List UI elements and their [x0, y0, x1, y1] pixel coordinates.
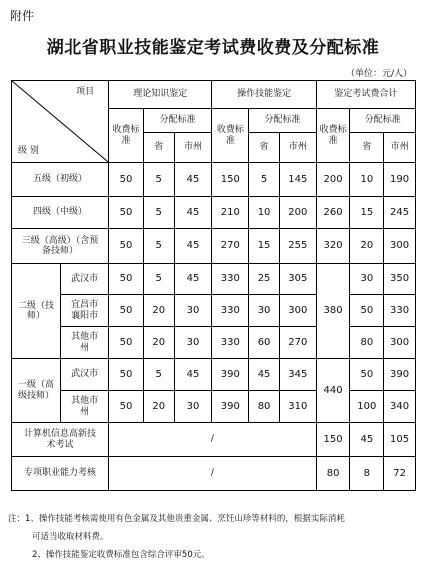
table-row	[12, 163, 416, 197]
value-cell: 20	[350, 229, 384, 264]
fee-table	[11, 80, 416, 491]
value-cell: 200	[316, 163, 350, 197]
value-cell: 5	[143, 197, 174, 229]
value-cell: 200	[279, 197, 316, 229]
group-header-theory: 理论知识鉴定	[109, 81, 212, 109]
value-cell: 150	[316, 423, 350, 457]
table-row	[12, 457, 416, 491]
value-cell: 30	[174, 391, 212, 423]
value-cell: 300	[384, 229, 416, 264]
value-cell: 45	[174, 163, 212, 197]
value-cell: 390	[212, 359, 249, 391]
value-cell: 10	[350, 163, 384, 197]
value-cell: 340	[384, 391, 416, 423]
value-cell: 330	[212, 295, 249, 327]
value-cell: 390	[212, 391, 249, 423]
value-cell: 30	[174, 295, 212, 327]
value-cell: 145	[279, 163, 316, 197]
unit-label: （单位：元/人）	[345, 69, 412, 79]
level-cell: 三级（高级）（含预备技师）	[12, 229, 109, 264]
not-applicable-cell: /	[109, 457, 317, 491]
value-cell: 20	[143, 327, 174, 359]
allocation-header: 分配标准	[249, 109, 317, 133]
value-cell: 320	[316, 229, 350, 264]
value-cell: 255	[279, 229, 316, 264]
table-row	[12, 229, 416, 264]
value-cell: 50	[109, 391, 144, 423]
city-cell: 武汉市	[61, 359, 109, 391]
value-cell: 390	[384, 359, 416, 391]
value-cell: 245	[384, 197, 416, 229]
value-cell: 30	[350, 264, 384, 295]
page-title: 湖北省职业技能鉴定考试费收费及分配标准	[46, 38, 380, 58]
value-cell: 190	[384, 163, 416, 197]
footnotes	[8, 510, 420, 564]
table-row	[12, 359, 416, 391]
value-cell: 300	[384, 327, 416, 359]
value-cell: 330	[212, 264, 249, 295]
value-cell: 50	[109, 295, 144, 327]
table-row	[12, 327, 416, 359]
city-header: 市州	[279, 133, 316, 163]
fee-standard-header: 收费标准	[212, 109, 249, 163]
city-cell: 武汉市	[61, 264, 109, 295]
value-cell: 50	[350, 295, 384, 327]
corner-project-label: 项目	[76, 87, 95, 97]
value-cell: 330	[212, 327, 249, 359]
value-cell: 300	[279, 295, 316, 327]
note-1: 注：1、操作技能考核需使用有色金属及其他贵重金属、烹饪山珍等材料的，根据实际消耗	[8, 514, 345, 524]
value-cell: 50	[109, 359, 144, 391]
value-cell: 50	[109, 163, 144, 197]
note-1-continued: 可适当收取材料费。	[32, 532, 109, 542]
value-cell: 305	[279, 264, 316, 295]
value-cell: 50	[109, 229, 144, 264]
table-row	[12, 391, 416, 423]
level-cell: 四级（中级）	[12, 197, 109, 229]
value-cell: 270	[212, 229, 249, 264]
value-cell: 5	[143, 264, 174, 295]
value-cell: 5	[143, 163, 174, 197]
group-header-total: 鉴定考试费合计	[316, 81, 415, 109]
value-cell: 105	[384, 423, 416, 457]
note-2: 2、操作技能鉴定收费标准包含综合评审50元。	[32, 550, 210, 560]
corner-header	[12, 81, 109, 163]
value-cell: 72	[384, 457, 416, 491]
value-cell: 5	[143, 229, 174, 264]
allocation-header: 分配标准	[350, 109, 416, 133]
value-cell: 20	[143, 391, 174, 423]
value-cell: 310	[279, 391, 316, 423]
city-cell: 其他市州	[61, 391, 109, 423]
total-fee-cell: 440	[316, 359, 350, 423]
value-cell: 8	[350, 457, 384, 491]
table-row	[12, 423, 416, 457]
level-cell: 五级（初级）	[12, 163, 109, 197]
not-applicable-cell: /	[109, 423, 317, 457]
value-cell: 45	[174, 359, 212, 391]
value-cell: 150	[212, 163, 249, 197]
value-cell: 45	[174, 264, 212, 295]
value-cell: 210	[212, 197, 249, 229]
value-cell: 50	[109, 197, 144, 229]
value-cell: 270	[279, 327, 316, 359]
value-cell: 50	[109, 264, 144, 295]
province-header: 省	[143, 133, 174, 163]
value-cell: 345	[279, 359, 316, 391]
value-cell: 30	[174, 327, 212, 359]
province-header: 省	[350, 133, 384, 163]
value-cell: 5	[143, 359, 174, 391]
value-cell: 330	[384, 295, 416, 327]
table-row	[12, 197, 416, 229]
city-cell: 宜昌市襄阳市	[61, 295, 109, 327]
value-cell: 45	[350, 423, 384, 457]
value-cell: 350	[384, 264, 416, 295]
value-cell: 50	[350, 359, 384, 391]
attachment-label: 附件	[10, 9, 35, 23]
value-cell: 15	[350, 197, 384, 229]
table-row	[12, 264, 416, 295]
item-label-cell: 计算机信息高新技术考试	[12, 423, 109, 457]
value-cell: 15	[249, 229, 280, 264]
allocation-header: 分配标准	[143, 109, 212, 133]
value-cell: 20	[143, 295, 174, 327]
province-header: 省	[249, 133, 280, 163]
level-cell: 二级（技师）	[12, 264, 61, 359]
value-cell: 25	[249, 264, 280, 295]
value-cell: 100	[350, 391, 384, 423]
value-cell: 45	[174, 229, 212, 264]
city-header: 市州	[384, 133, 416, 163]
city-header: 市州	[174, 133, 212, 163]
fee-standard-header: 收费标准	[109, 109, 144, 163]
value-cell: 50	[109, 327, 144, 359]
value-cell: 45	[174, 197, 212, 229]
value-cell: 80	[350, 327, 384, 359]
group-header-practice: 操作技能鉴定	[212, 81, 316, 109]
value-cell: 45	[249, 359, 280, 391]
level-cell: 一级（高级技师）	[12, 359, 61, 423]
total-fee-cell: 380	[316, 264, 350, 359]
fee-standard-header: 收费标准	[316, 109, 350, 163]
value-cell: 260	[316, 197, 350, 229]
city-cell: 其他市州	[61, 327, 109, 359]
table-row	[12, 295, 416, 327]
value-cell: 30	[249, 295, 280, 327]
value-cell: 80	[249, 391, 280, 423]
value-cell: 5	[249, 163, 280, 197]
corner-level-label: 级 别	[18, 145, 39, 156]
value-cell: 60	[249, 327, 280, 359]
item-label-cell: 专项职业能力考核	[12, 457, 109, 491]
value-cell: 80	[316, 457, 350, 491]
value-cell: 10	[249, 197, 280, 229]
